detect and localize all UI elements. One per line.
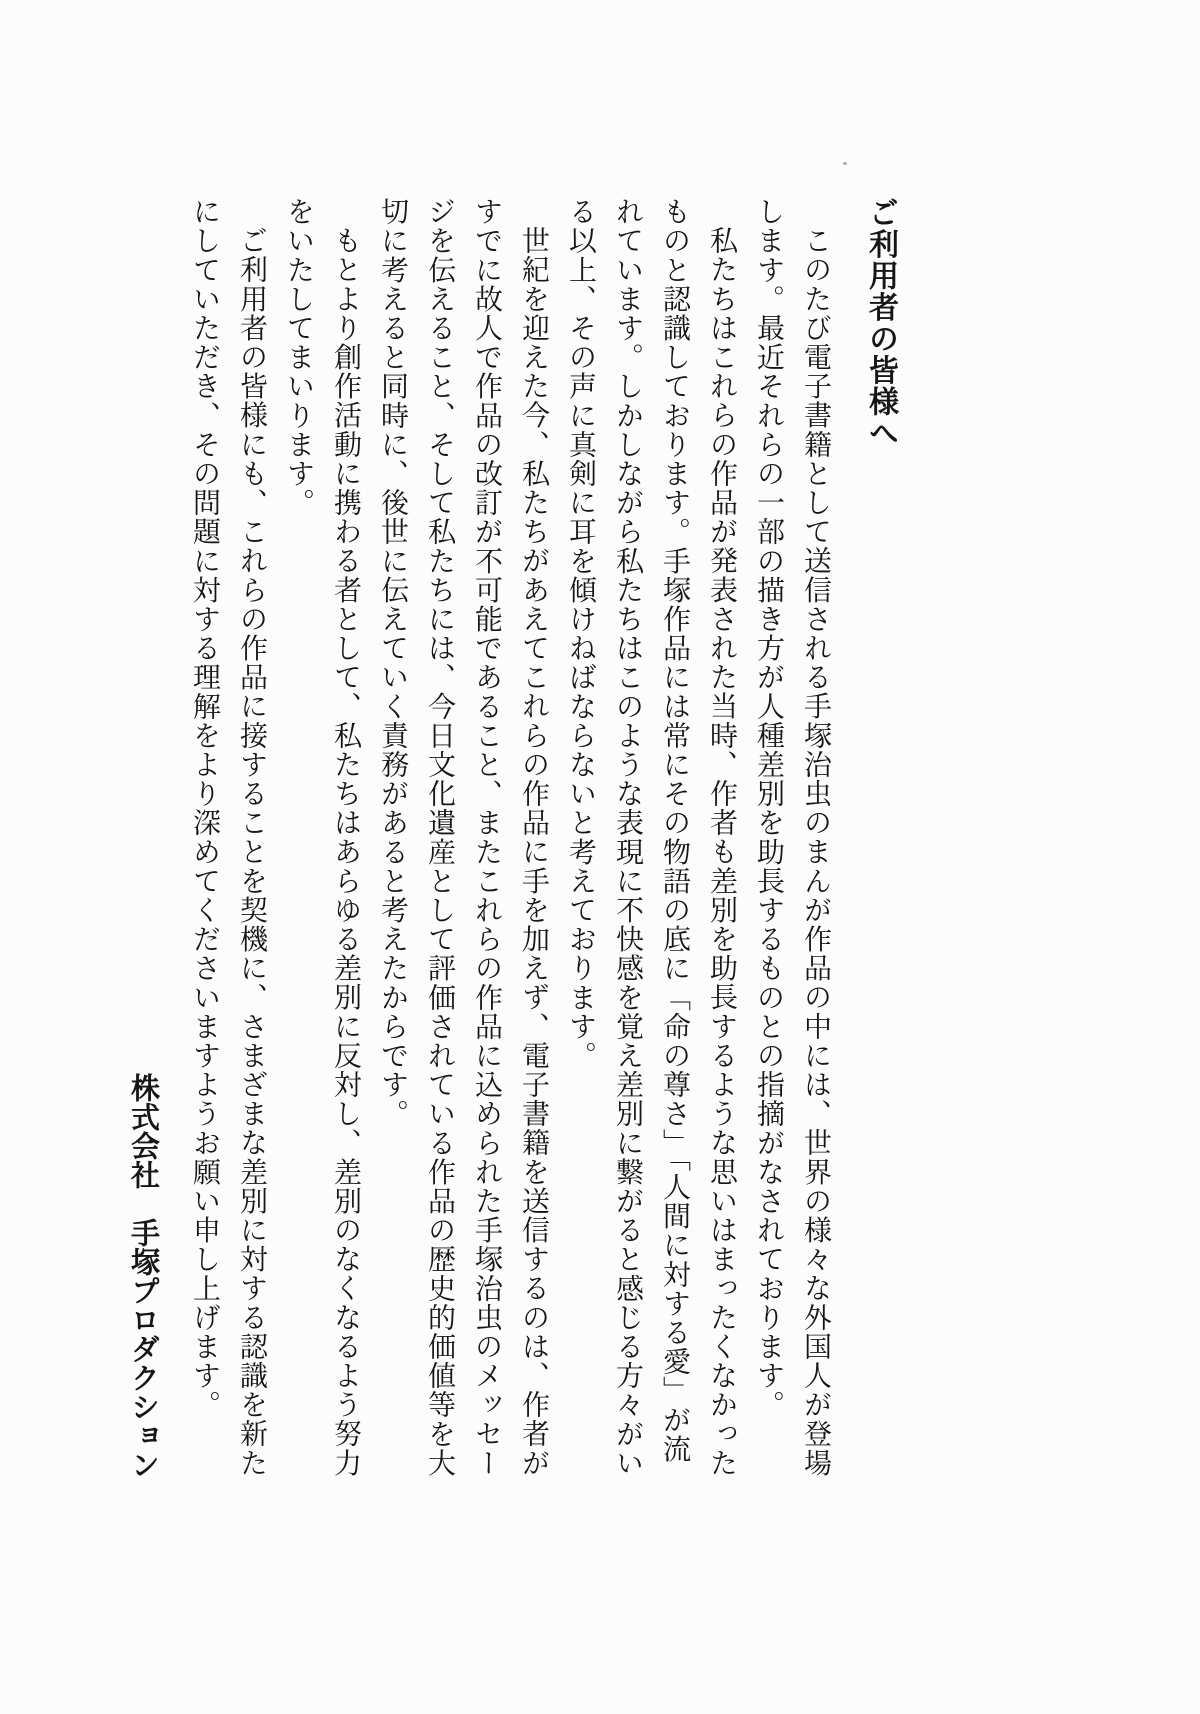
- scan-artifact-dot: [843, 162, 847, 165]
- paragraph: 世紀を迎えた今、私たちがあえてこれらの作品に手を加えず、電子書籍を送信するのは、作者がすでに故人で作品の改訂が不可能であること、またこれらの作品に込められた手塚治虫のメッセージを伝えること、そして私たちには、今日文化遺産として評価されている作品の歴史的価値等を大切に考えると同時に、後世に伝えていく責務があると考えたからです。: [377, 197, 549, 1478]
- company-signature: 株式会社 手塚プロダクション: [127, 1073, 159, 1479]
- paragraph: ご利用者の皆様にも、これらの作品に接することを契機に、さまざまな差別に対する認識を新たにしていただき、その問題に対する理解をより深めてくださいますようお願い申し上げます。: [189, 197, 267, 1478]
- paragraph: もとより創作活動に携わる者として、私たちはあらゆる差別に反対し、差別のなくなるよう努力をいたしてまいります。: [283, 197, 361, 1478]
- paragraph: このたび電子書籍として送信される手塚治虫のまんが作品の中には、世界の様々な外国人が登場します。最近それらの一部の描き方が人種差別を助長するものとの指摘がなされております。: [753, 197, 831, 1478]
- page-title: ご利用者の皆様へ: [864, 197, 897, 449]
- paragraph: 私たちはこれらの作品が発表された当時、作者も差別を助長するような思いはまったくなかったものと認識しております。手塚作品には常にその物語の底に「命の尊さ」「人間に対する愛」が流れています。しかしながら私たちはこのような表現に不快感を覚え差別に繋がると感じる方々がいる以上、その声に真剣に耳を傾けねばならないと考えております。: [565, 197, 737, 1478]
- vertical-text-block: [119, 197, 988, 1479]
